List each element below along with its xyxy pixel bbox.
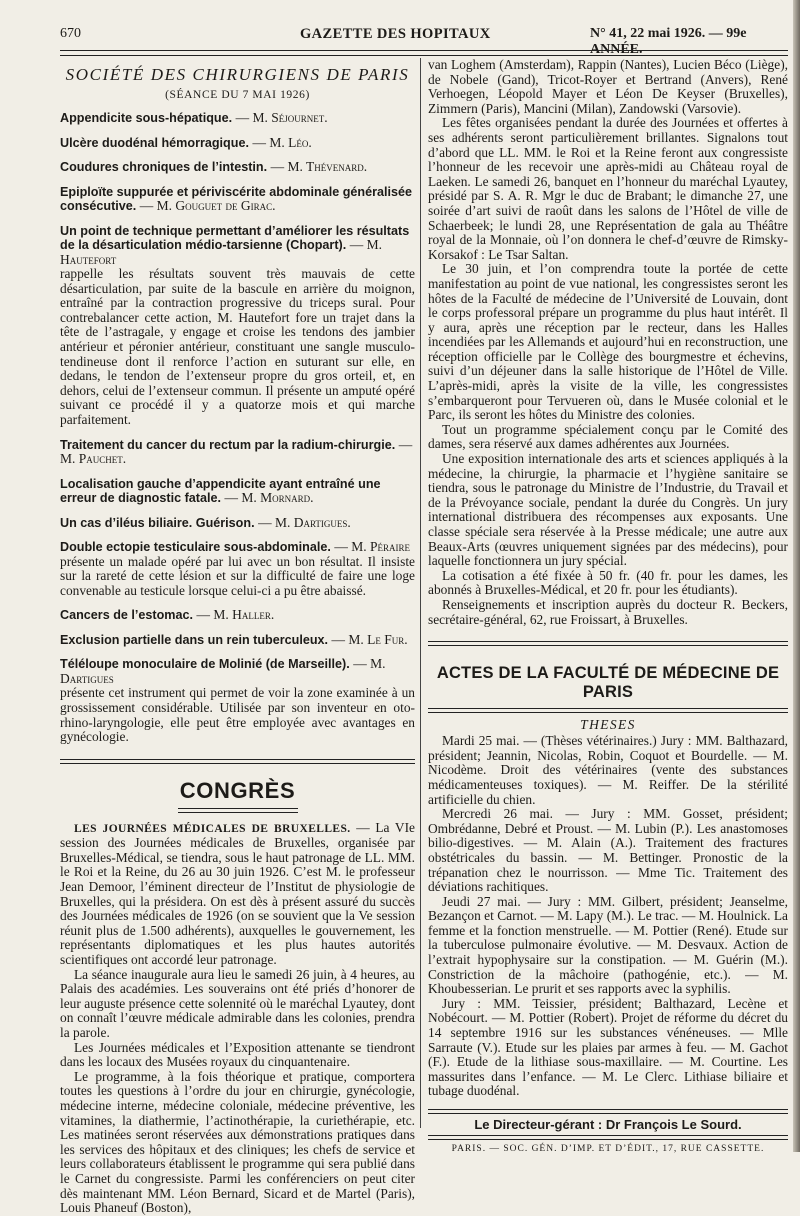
congres-paragraph: La cotisation a été fixée à 50 fr. (40 fr. pour les dames, les abonnés à Bruxelles-Médical, et 20 fr. pour les étudiants). [428, 567, 788, 598]
page-header [60, 26, 785, 57]
page-number: 670 [60, 26, 81, 41]
printer-imprint: PARIS. — SOC. GÉN. D’IMP. ET D’ÉDIT., 17, RUE CASSETTE. [451, 1144, 765, 1154]
communication-heading: Exclusion partielle dans un rein tuberculeux. — M. Le Fur. [60, 631, 408, 647]
communication-text: rappelle les résultats souvent très mauvais de cette désarticulation, par suite de la bascule en arrière du moignon, entraîné par la contraction progressive du triceps sural. Pour contrebalancer cette action, M. Hautefort fore un trajet dans la tête de l’astragale, y engage et croise les tendons des jambier antérieur et péronier antérieur, constituant une sangle musculo-tendineuse dont il renforce l’action en suturant sur elle, en dedans, le tendon de l’extenseur propre du gros orteil, et, en dehors, celui de l’extenseur commun. Il présente un amputé opéré suivant ce procédé il y a quatorze mois et qui marche parfaitement. [60, 266, 415, 427]
theses-title: THESES [580, 717, 636, 733]
theses-entry: Mercredi 26 mai. — Jury : MM. Gosset, président; Ombrédanne, Debré et Proust. — M. Lubin (P.). Les anastomoses bilio-digestives. — M. Alain (A.). Traitement des fractures obstétricales du bassin. — M. Bettinger. Pronostic de la trépanation chez le nourrisson. — Mme Tic. Traitement des déviations rachitiques. [428, 806, 788, 895]
communication-text: présente un malade opéré par lui avec un bon résultat. Il insiste sur la rareté de cette lésion et sur la difficulté de faire une loge convenable au testicule lorsque celui-ci a pu être abaissé. [60, 553, 415, 598]
theses-entry: Mardi 25 mai. — (Thèses vétérinaires.) Jury : MM. Balthazard, président; Jeannin, Nicolas, Robin, Coquot et Bourdelle. — M. Nicodème. Droit des vétérinaires (vente des substances médicamenteuses toxiques). — M. Reiffer. De la stérilité artificielle du chien. [428, 733, 788, 807]
theses-entry: Jeudi 27 mai. — Jury : MM. Gilbert, président; Jeanselme, Bezançon et Carnot. — M. Lapy (M.). Le trac. — M. Houlnick. La femme et la fonction menstruelle. — M. Pottier (René). Etude sur la tuberculose pulmonaire évolutive. — M. Desvaux. Action de l’extrait hypophysaire sur la constipation. — M. Guérin (M.). Constriction de la mâchoire (pathogénie, etc.). — M. Khoubesserian. Le prurit et ses rapports avec la syphilis. [428, 893, 788, 997]
communication-heading: Coudures chroniques de l’intestin. — M. Thévenard. [60, 159, 368, 174]
congres-continued: van Loghem (Amsterdam), Rappin (Nantes), Lucien Béco (Liège), de Nobele (Gand), Tricot-Royer et Bertrand (Anvers), René Verhoegen, Léopold Mayer et Léon De Keyser (Bruxelles), Zimmern (Paris), Mancini (Milan), Zandowski (Varsovie). [428, 57, 788, 116]
society-title: SOCIÉTÉ DES CHIRURGIENS DE PARIS [65, 65, 410, 84]
page-edge-shadow [793, 0, 800, 1152]
congres-paragraph: Les fêtes organisées pendant la durée des Journées et offertes à ses adhérents seront particulièrement brillantes. Signalons tout d’abord que LL. MM. le Roi et la Reine feront aux congressiste l’honneur de les recevoir une après-midi au Château royal de Laeken. Le samedi 26, banquet en l’honneur du maréchal Lyautey, présidé par S. A. R. Mgr le duc de Brabant; le dimanche 27, une soirée d’art suivi de raoût dans les salons de l’Hôtel de ville de Schaerbeek; le lundi 28, une Représentation de gala au Théâtre royal de la Monnaie, où l’on donnera le chef-d’œuvre de Rimsky-Korsakof : Le Tsar Saltan. [428, 115, 788, 262]
footer-rule [428, 1135, 788, 1140]
communication-heading: Double ectopie testiculaire sous-abdominale. — M. Péraire [60, 539, 410, 555]
actes-title: ACTES DE LA FACULTÉ DE MÉDECINE DE PARIS [436, 664, 780, 702]
congres-paragraph: Une exposition internationale des arts et sciences appliqués à la médecine, la chirurgie, la pharmacie et l’hygiène sanitaire se tiendra, sous le patronage du Ministre de l’Industrie, du Travail et de la Prévoyance sociale, pendant la durée du Congrès. Un jury international distribuera des récompenses aux exposants. Une classe spéciale sera réservée à la Presse médicale; une autre aux Beaux-Arts (œuvres uniquement signées par des médecins), pour laquelle fonctionnera un jury spécial. [428, 451, 788, 569]
left-column [60, 64, 415, 1216]
communications-list [60, 111, 415, 745]
congres-paragraph: Les Journées médicales et l’Exposition attenante se tiendront dans les locaux des Musées royaux du cinquantenaire. [60, 1039, 415, 1070]
congres-lead: LES JOURNÉES MÉDICALES DE BRUXELLES. [74, 822, 351, 835]
congres-paragraph: Le programme, à la fois théorique et pratique, comportera toutes les questions à l’ordre du jour en chirurgie, gynécologie, médecine interne, médecine coloniale, médecine préventive, les vitamines, la diathermie, l’actinothérapie, la curiethérapie, etc. Les matinées seront réservées aux démonstrations pratiques dans les services des hôpitaux et des cliniques; les chefs de service et leurs collaborateurs établissent le programme qui sera publié dans le Carnet du congressiste. Parmi les conférenciers on peut citer dès maintenant MM. Léon Bernard, Sicard et de Martel (Paris), Louis Phaneuf (Boston), [60, 1068, 415, 1216]
congres-title: CONGRÈS [179, 777, 296, 803]
communication-heading: Cancers de l’estomac. — M. Haller. [60, 607, 275, 623]
communication-heading: Epiploïte suppurée et périviscérite abdominale généralisée consécutive. — M. Gouguet de Girac. [60, 184, 413, 213]
communication-heading: Un point de technique permettant d’améliorer les résultats de la désarticulation médio-tarsienne (Chopart). — M. Hautefort [60, 223, 410, 267]
congres-paragraph: LES JOURNÉES MÉDICALES DE BRUXELLES. — La VIe session des Journées médicales de Bruxelles, organisée par Bruxelles-Médical, se tiendra, sous le haut patronage de LL. MM. le Roi et la Reine, du 26 au 30 juin 1926. C’est M. le professeur Jean Demoor, l’éminent directeur de l’Institut de physiologie de Bruxelles, qui la présidera. On est dès à présent assuré du succès des Journées médicales de 1926 (on se souvient que la Ve session réunit plus de 1.500 adhérents), auxquelles le gouvernement, les représentants diplomatiques et les plus hautes autorités scientifiques ont accordé leur patronage. [60, 819, 415, 968]
congres-paragraph: Le 30 juin, et l’on comprendra toute la portée de cette manifestation au point de vue national, les congressistes seront les hôtes de la Faculté de médecine de l’Université de Louvain, dont le corps professoral prépare un programme du plus haut intérêt. Il y aura, après une réception par le recteur, dans les Halles incendiées par les Allemands et aujourd’hui en reconstruction, une réception officielle par le Collège des bourgmestre et échevins, suivi d’un déjeuner dans la salle historique de l’Hôtel de Ville. L’après-midi, après la visite de la ville, les congressistes s’embarqueront pour Tervueren où, dans le Musée colonial et le Parc, ils seront les hôtes du Ministre des colonies. [428, 261, 788, 423]
journal-title: GAZETTE DES HOPITAUX [300, 26, 491, 42]
column-divider [420, 58, 421, 1128]
right-column [428, 57, 788, 1154]
issue-info: N° 41, 22 mai 1926. — 99e ANNÉE. [590, 26, 747, 57]
congres-underline [178, 808, 298, 813]
seance-date: (SÉANCE DU 7 MAI 1926) [165, 89, 310, 101]
communication-heading: Ulcère duodénal hémorragique. — M. Léo. [60, 134, 312, 150]
communication-heading: Traitement du cancer du rectum par la radium-chirurgie. — M. Pauchet. [60, 436, 413, 467]
communication-heading: Localisation gauche d’appendicite ayant entraîné une erreur de diagnostic fatale. — M. Mornard. [60, 476, 381, 506]
director-signature: Le Directeur-gérant : Dr François Le Sourd. [474, 1117, 742, 1132]
footer-rule [428, 1109, 788, 1114]
congres-paragraph: La séance inaugurale aura lieu le samedi 26 juin, à 4 heures, au Palais des académies. Les souverains ont été priés d’honorer de leur auguste présence cette solennité où le maréchal Lyautey, dont on connaît l’œuvre médicale admirable dans les colonies, prendra la parole. [60, 966, 415, 1040]
communication-heading: Téléloupe monoculaire de Molinié (de Marseille). — M. Dartigues [60, 656, 386, 686]
actes-rule [428, 708, 788, 713]
congres-paragraph: Tout un programme spécialement conçu par le Comité des dames, sera réservé aux dames adhérentes aux Journées. [428, 421, 788, 452]
communication-heading: Appendicite sous-hépatique. — M. Séjournet. [60, 110, 328, 125]
congres-paragraph: Renseignements et inscription auprès du docteur R. Beckers, secrétaire-général, 62, rue Froissart, à Bruxelles. [428, 596, 788, 627]
communication-heading: Un cas d’iléus biliaire. Guérison. — M. Dartigues. [60, 514, 351, 530]
header-rule [60, 50, 788, 56]
communication-text: présente cet instrument qui permet de voir la zone examinée à un grossissement considérable. Utilisée par son inventeur en oto-rhino-laryngologie, elle peut être employée avec avantages en gynécologie. [60, 685, 415, 745]
theses-entry: Jury : MM. Teissier, président; Balthazard, Lecène et Nobécourt. — M. Pottier (Robert). Projet de réforme du décret du 14 septembre 1916 sur les substances vénéneuses. — Mlle Sarraute (V.). Etude sur les plaies par armes à feu. — M. Gachot (F.). Etude de la lithiase sous-maxillaire. — M. Courtine. Les massurites dans l’enfance. — M. Le Clerc. Lithiase biliaire et tubage duodénal. [428, 995, 788, 1099]
